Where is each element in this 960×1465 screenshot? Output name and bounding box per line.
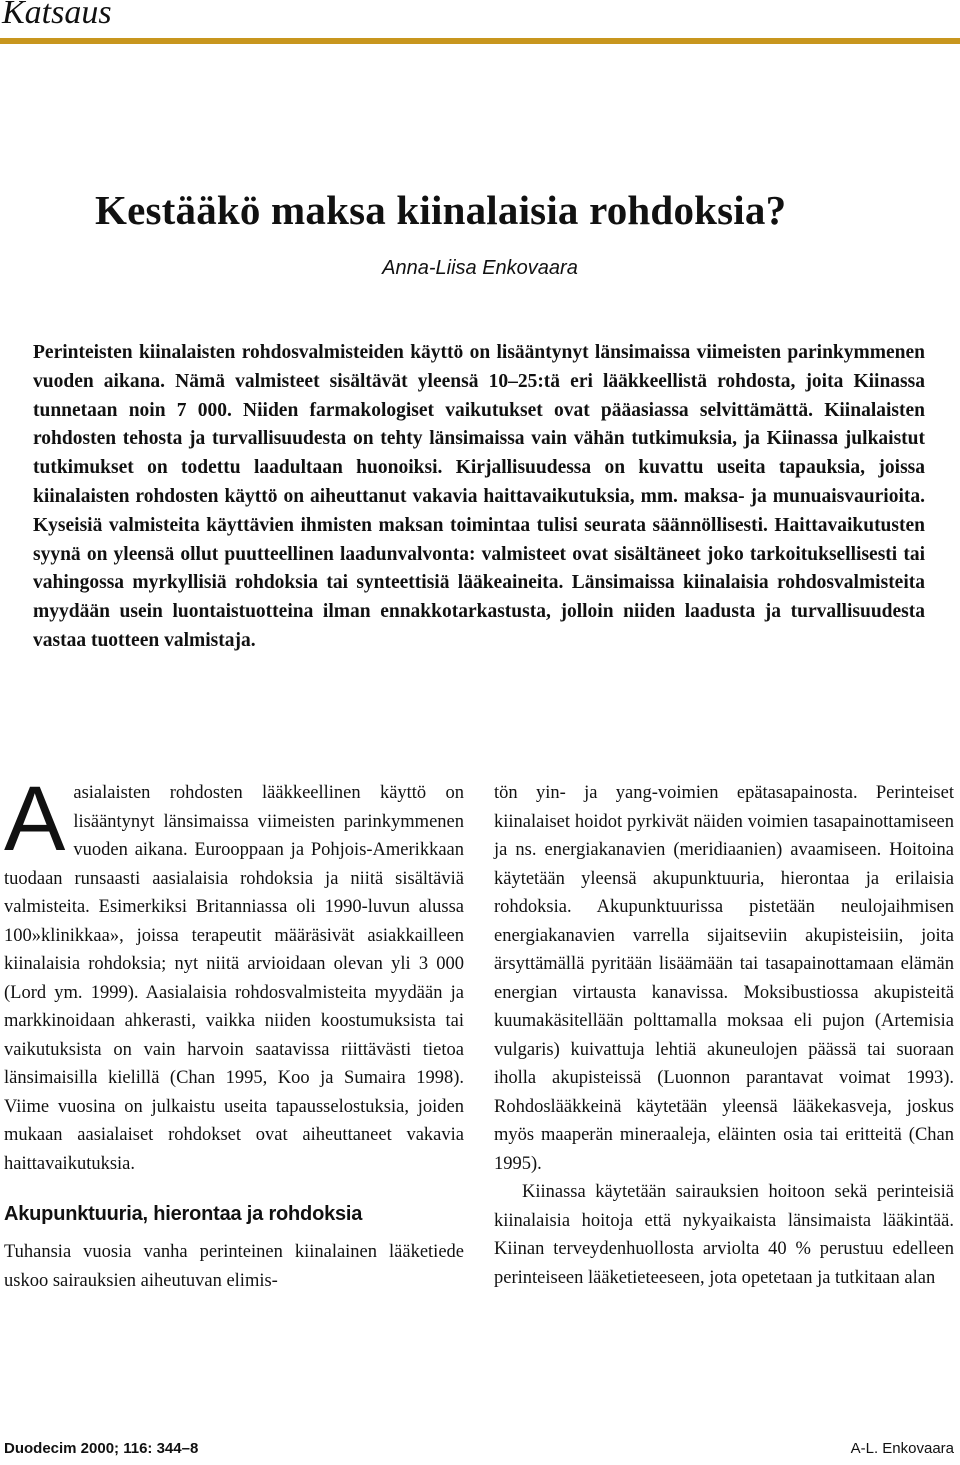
section-paragraph: Tuhansia vuosia vanha perinteinen kiinalainen lääketiede uskoo sairauksien aiheutuvan elimis- <box>4 1242 464 1291</box>
body-column-right <box>494 779 954 1292</box>
intro-text: asialaisten rohdosten lääkkeellinen käyttö on lisääntynyt länsimaissa viimeisten parinkymmenen vuoden aikana. Eurooppaan ja Pohjois-Amerikkaan tuodaan runsaasti aasialaisia rohdoksia ja niitä sisältäviä valmisteita. Esimerkiksi Britanniassa oli 1990-luvun alussa 100»klinikkaa», joissa terapeutit määräsivät asiakkailleen kiinalaisia rohdoksia; nyt niitä arvioidaan olevan yli 3 000 (Lord ym. 1999). Aasialaisia rohdosvalmisteita myydään ja markkinoidaan ahkerasti, vaikka niiden koostumuksista tai vaikutuksista on vain harvoin saatavissa riittävästi tietoa länsimaisilla kielillä (Chan 1995, Koo ja Sumaira 1998). Viime vuosina on julkaistu useita tapausselostuksia, joiden mukaan aasialaiset rohdokset ovat aiheuttaneet vakavia haittavaikutuksia. <box>4 783 464 1174</box>
article-author: Anna-Liisa Enkovaara <box>382 257 578 279</box>
section-label: Katsaus <box>2 0 112 31</box>
header-rule <box>0 38 960 44</box>
right-paragraph-2: Kiinassa käytetään sairauksien hoitoon sekä perinteisiä kiinalaisia hoitoja että nykyaikaista länsimaista lääkintää. Kiinan terveydenhuollosta arviolta 40 % perustuu edelleen perinteiseen lääketieteeseen, jota opetetaan ja tutkitaan alan <box>494 1182 954 1288</box>
right-paragraph-1: tön yin- ja yang-voimien epätasapainosta. Perinteiset kiinalaiset hoidot pyrkivät näiden voimien tasapainottamiseen ja ns. energiakanavien (meridiaanien) avaamiseen. Hoitoina käytetään yleensä akupunktuuria, hierontaa ja erilaisia rohdoksia. Akupunktuurissa pistetään neulojaihmisen energiakanavien varrella sijaitseviin akupisteisiin, joita ärsyttämällä pyritään lisäämään tai tasapainottamaan elämän energian virtausta kanavissa. Moksibustiossa akupisteitä kuumakäsitellään polttamalla moksaa eli pujon (Artemisia vulgaris) kuivattuja lehtiä akuneulojen päässä tai suoraan iholla akupisteissä (Luonnon parantavat voimat 1993). Rohdoslääkkeinä käytetään yleensä lääkekasveja, joskus myös maaperän mineraaleja, eläinten osia tai eritteitä (Chan 1995). <box>494 783 954 1174</box>
article-title: Kestääkö maksa kiinalaisia rohdoksia? <box>95 187 787 233</box>
article-abstract: Perinteisten kiinalaisten rohdosvalmisteiden käyttö on lisääntynyt länsimaissa viimeisten parinkymmenen vuoden aikana. Nämä valmisteet sisältävät yleensä 10–25:tä eri lääkkeellistä rohdosta, joita Kiinassa tunnetaan noin 7 000. Niiden farmakologiset vaikutukset ovat pääasiassa selvittämättä. Kiinalaisten rohdosten tehosta ja turvallisuudesta on tehty länsimaissa vain vähän tutkimuksia, ja Kiinassa julkaistut tutkimukset on todettu laadultaan huonoiksi. Kirjallisuudessa on kuvattu useita tapauksia, joissa kiinalaisten rohdosten käyttö on aiheuttanut vakavia haittavaikutuksia, mm. maksa- ja munuaisvaurioita. Kyseisiä valmisteita käyttävien ihmisten maksan toimintaa tulisi seurata säännöllisesti. Haittavaikutusten syynä on yleensä ollut puutteellinen laadunvalvonta: valmisteet ovat sisältäneet joko tarkoituksellisesti tai vahingossa myrkyllisiä rohdoksia tai synteettisiä lääkeaineita. Länsimaissa kiinalaisia rohdosvalmisteita myydään usein luontaistuotteina ilman ennakkotarkastusta, jolloin niiden laadusta ja turvallisuudesta vastaa tuotteen valmistaja. <box>33 342 925 651</box>
intro-paragraph <box>4 768 464 1178</box>
body-column-left <box>4 768 464 1295</box>
drop-cap: A <box>4 768 66 870</box>
section-subheading: Akupunktuuria, hierontaa ja rohdoksia <box>4 1203 363 1225</box>
footer-author: A-L. Enkovaara <box>850 1440 954 1457</box>
footer-citation: Duodecim 2000; 116: 344–8 <box>4 1440 199 1457</box>
